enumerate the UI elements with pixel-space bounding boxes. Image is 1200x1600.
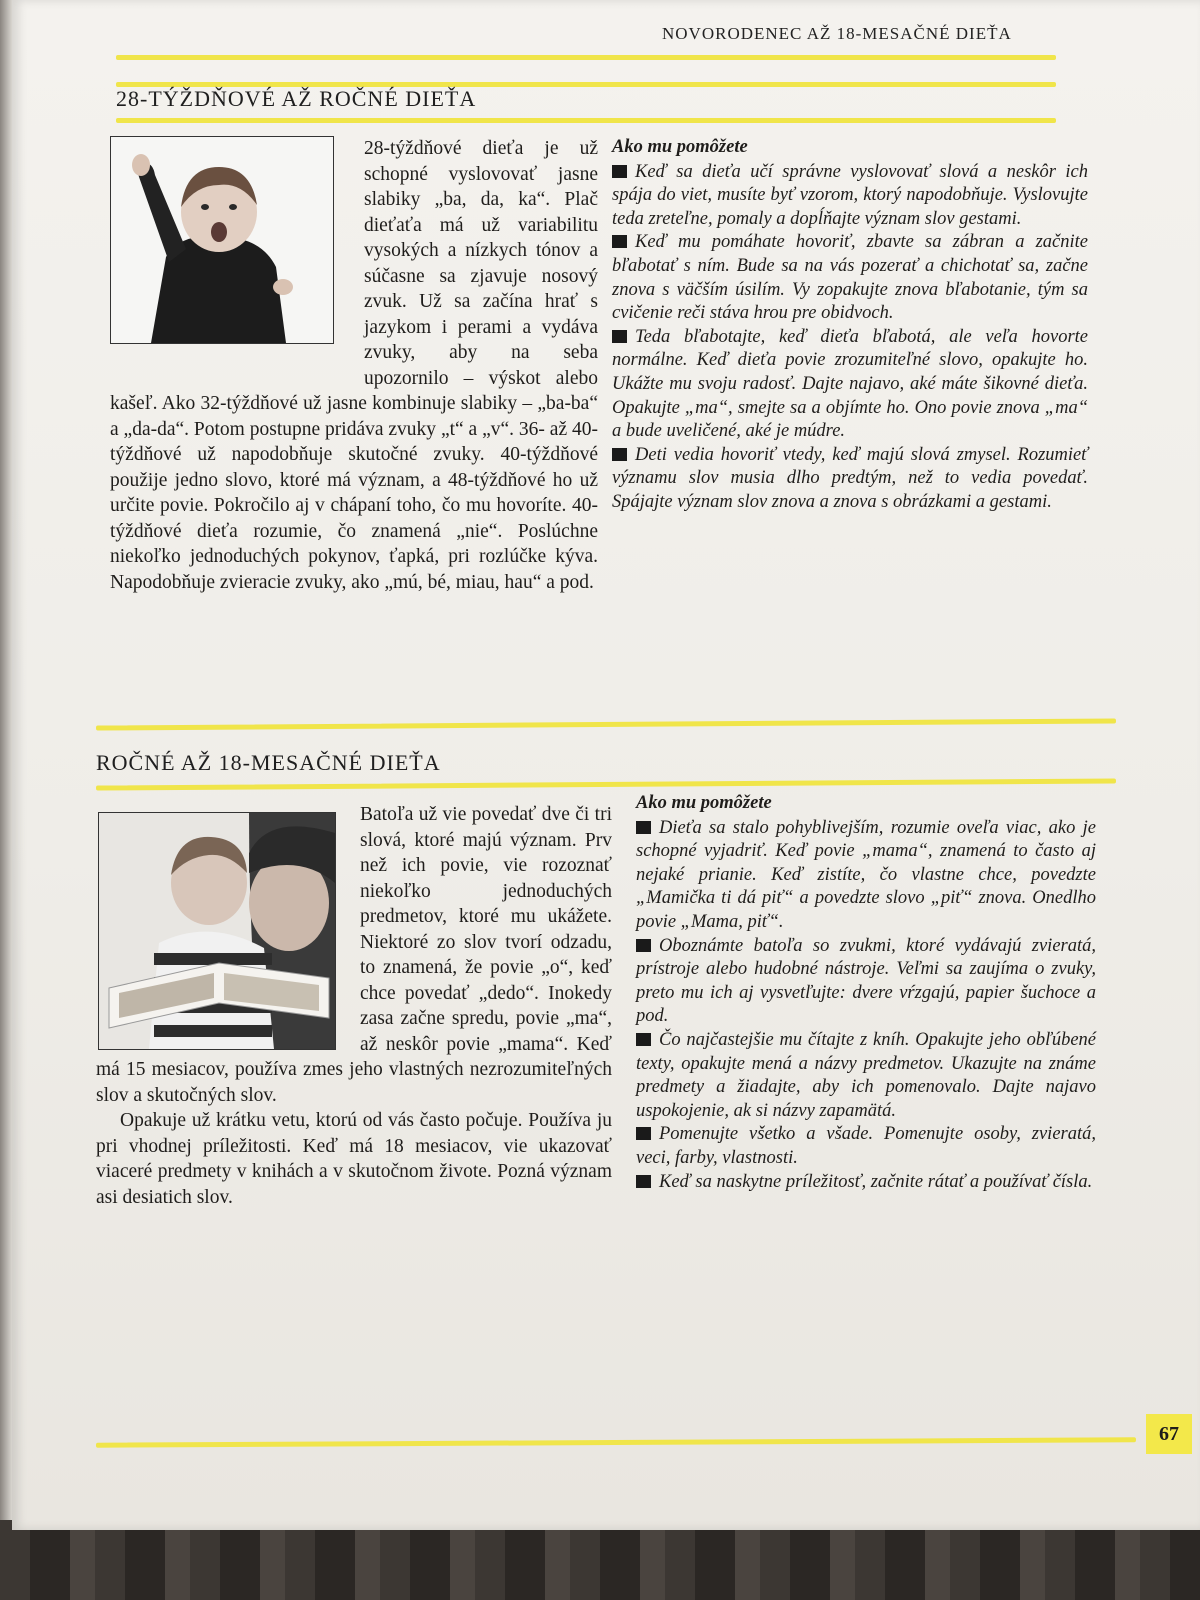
- square-bullet-icon: [636, 1175, 651, 1188]
- page-number: 67: [1146, 1414, 1192, 1454]
- section1-help: [612, 136, 1088, 515]
- help-heading: Ako mu pomôžete: [612, 137, 748, 157]
- square-bullet-icon: [636, 821, 651, 834]
- yellow-rule: [96, 778, 1116, 790]
- square-bullet-icon: [636, 1033, 651, 1046]
- photo-child-reading: [98, 812, 336, 1050]
- photo-baby-pointing: [110, 136, 334, 344]
- help-item: Pomenujte všetko a všade. Pomenujte osoby, zvieratá, veci, farby, vlastnosti.: [636, 1124, 1096, 1168]
- section2-paragraph: Batoľa už vie povedať dve či tri slová, ktoré majú význam. Prv než ich povie, vie rozoznať niekoľko jednoduchých predmetov, ktoré mu ukážete. Niektoré zo slov tvorí odzadu, to znamená, že povie „o“, keď chce povedať „dedo“. Inokedy zasa začne spredu, povie „ma“, až neskôr povie „mama“. Keď má 15 mesiacov, používa zmes jeho vlastných nezrozumiteľných slov a skutočných slov.: [96, 804, 612, 1106]
- section1-paragraph: 28-týždňové dieťa je už schopné vyslovovať jasne slabiky „ba, da, ka“. Plač dieťaťa má už variabilitu vysokých a nízkych tónov a súčasne sa zjavuje nosový zvuk. Už sa začína hrať s jazykom i perami a vydáva zvuky, aby na seba upozornilo – výskot alebo kašeľ. Ako 32-týždňové už jasne kombinuje slabiky – „ba-ba“ a „da-da“. Potom postupne pridáva zvuky „t“ a „v“. 36- až 40-týždňové už napodobňuje skutočné zvuky. 40-týždňové použije jedno slovo, ktoré má význam, a 48-týždňové ho už určite povie. Pokročilo aj v chápaní toho, čo mu hovoríte. 40-týždňové dieťa rozumie, čo znamená „nie“. Poslúchne niekoľko jednoduchých pokynov, ťapká, pri rozlúčke kýva. Napodobňuje zvieracie zvuky, ako „mú, bé, miau, hau“ a pod.: [110, 138, 598, 593]
- yellow-rule: [116, 55, 1056, 60]
- baby-pointing-image: [111, 137, 333, 343]
- square-bullet-icon: [612, 330, 627, 343]
- square-bullet-icon: [612, 235, 627, 248]
- help-item: Čo najčastejšie mu čítajte z kníh. Opakujte jeho obľúbené texty, opakujte mená a názvy predmetov. Ukazujte na známe predmety a žiadajte, aby ich pomenovalo. Dajte najavo uspokojenie, ak si názvy zapamätá.: [636, 1029, 1096, 1121]
- background-fabric: [0, 1520, 1200, 1600]
- child-reading-image: [99, 813, 335, 1049]
- yellow-rule: [96, 718, 1116, 730]
- section2-help: [636, 792, 1096, 1194]
- help-item: Keď sa naskytne príležitosť, začnite rátať a používať čísla.: [636, 1171, 1096, 1195]
- square-bullet-icon: [612, 165, 627, 178]
- book-page: [12, 0, 1200, 1530]
- square-bullet-icon: [636, 1127, 651, 1140]
- help-item: Keď mu pomáhate hovoriť, zbavte sa zábran a začnite bľabotať s ním. Bude sa na vás pozerať a chichotať sa, začne znova s väčším úsilím. Vy zopakujte znova bľabotanie, tým sa cvičenie reči stáva hrou pre obidvoch.: [612, 232, 1088, 324]
- help-item: Keď sa dieťa učí správne vyslovovať slová a neskôr ich spája do viet, musíte byť vzorom, ktorý napodobňuje. Vyslovujte teda zreteľne, pomaly a dopĺňajte význam slov gestami.: [612, 161, 1088, 229]
- help-item: Oboznámte batoľa so zvukmi, ktoré vydávajú zvieratá, prístroje alebo hudobné nástroje. Veľmi sa zaujíma o zvuky, preto mu ich aj vysvetľujte: dvere vŕzgajú, papier šuchoce a pod.: [636, 935, 1096, 1027]
- help-item: Deti vedia hovoriť vtedy, keď majú slová zmysel. Rozumieť významu slov musia dlho predtým, než to vedia povedať. Spájajte význam slov znova a znova s obrázkami a gestami.: [612, 444, 1088, 512]
- help-item: Teda bľabotajte, keď dieťa bľabotá, ale veľa hovorte normálne. Keď dieťa povie zrozumiteľné slovo, opakujte ho. Ukážte mu svoju radosť. Dajte najavo, aké máte šikovné dieťa. Opakujte „ma“, smejte sa a objímte ho. Ono povie znova „ma“ a bude uveličené, aké je múdre.: [612, 326, 1088, 442]
- section-title-12-18-month: ROČNÉ AŽ 18-MESAČNÉ DIEŤA: [96, 750, 441, 775]
- section2-paragraph: Opakuje už krátku vetu, ktorú od vás často počuje. Používa ju pri vhodnej príležitosti. Keď má 18 mesiacov, vie ukazovať viaceré predmety v knihách a v skutočnom živote. Pozná význam asi desiatich slov.: [96, 1110, 612, 1208]
- square-bullet-icon: [612, 448, 627, 461]
- section-title-28-week: 28-TÝŽDŇOVÉ AŽ ROČNÉ DIEŤA: [116, 86, 477, 111]
- help-heading: Ako mu pomôžete: [636, 793, 772, 813]
- yellow-rule: [96, 1437, 1136, 1447]
- help-item: Dieťa sa stalo pohyblivejším, rozumie oveľa viac, ako je schopné vyjadriť. Keď povie „mama“, znamená to často aj nejaké prianie. Keď zistíte, čo vlastne chce, povedzte „Mamička ti dá piť“ a povedzte slovo „piť“ znova. Onedlho povie „Mama, piť“.: [636, 817, 1096, 932]
- square-bullet-icon: [636, 939, 651, 952]
- yellow-rule: [116, 118, 1056, 123]
- running-head: NOVORODENEC AŽ 18-MESAČNÉ DIEŤA: [662, 24, 1012, 43]
- book-spine-edge: [0, 0, 12, 1600]
